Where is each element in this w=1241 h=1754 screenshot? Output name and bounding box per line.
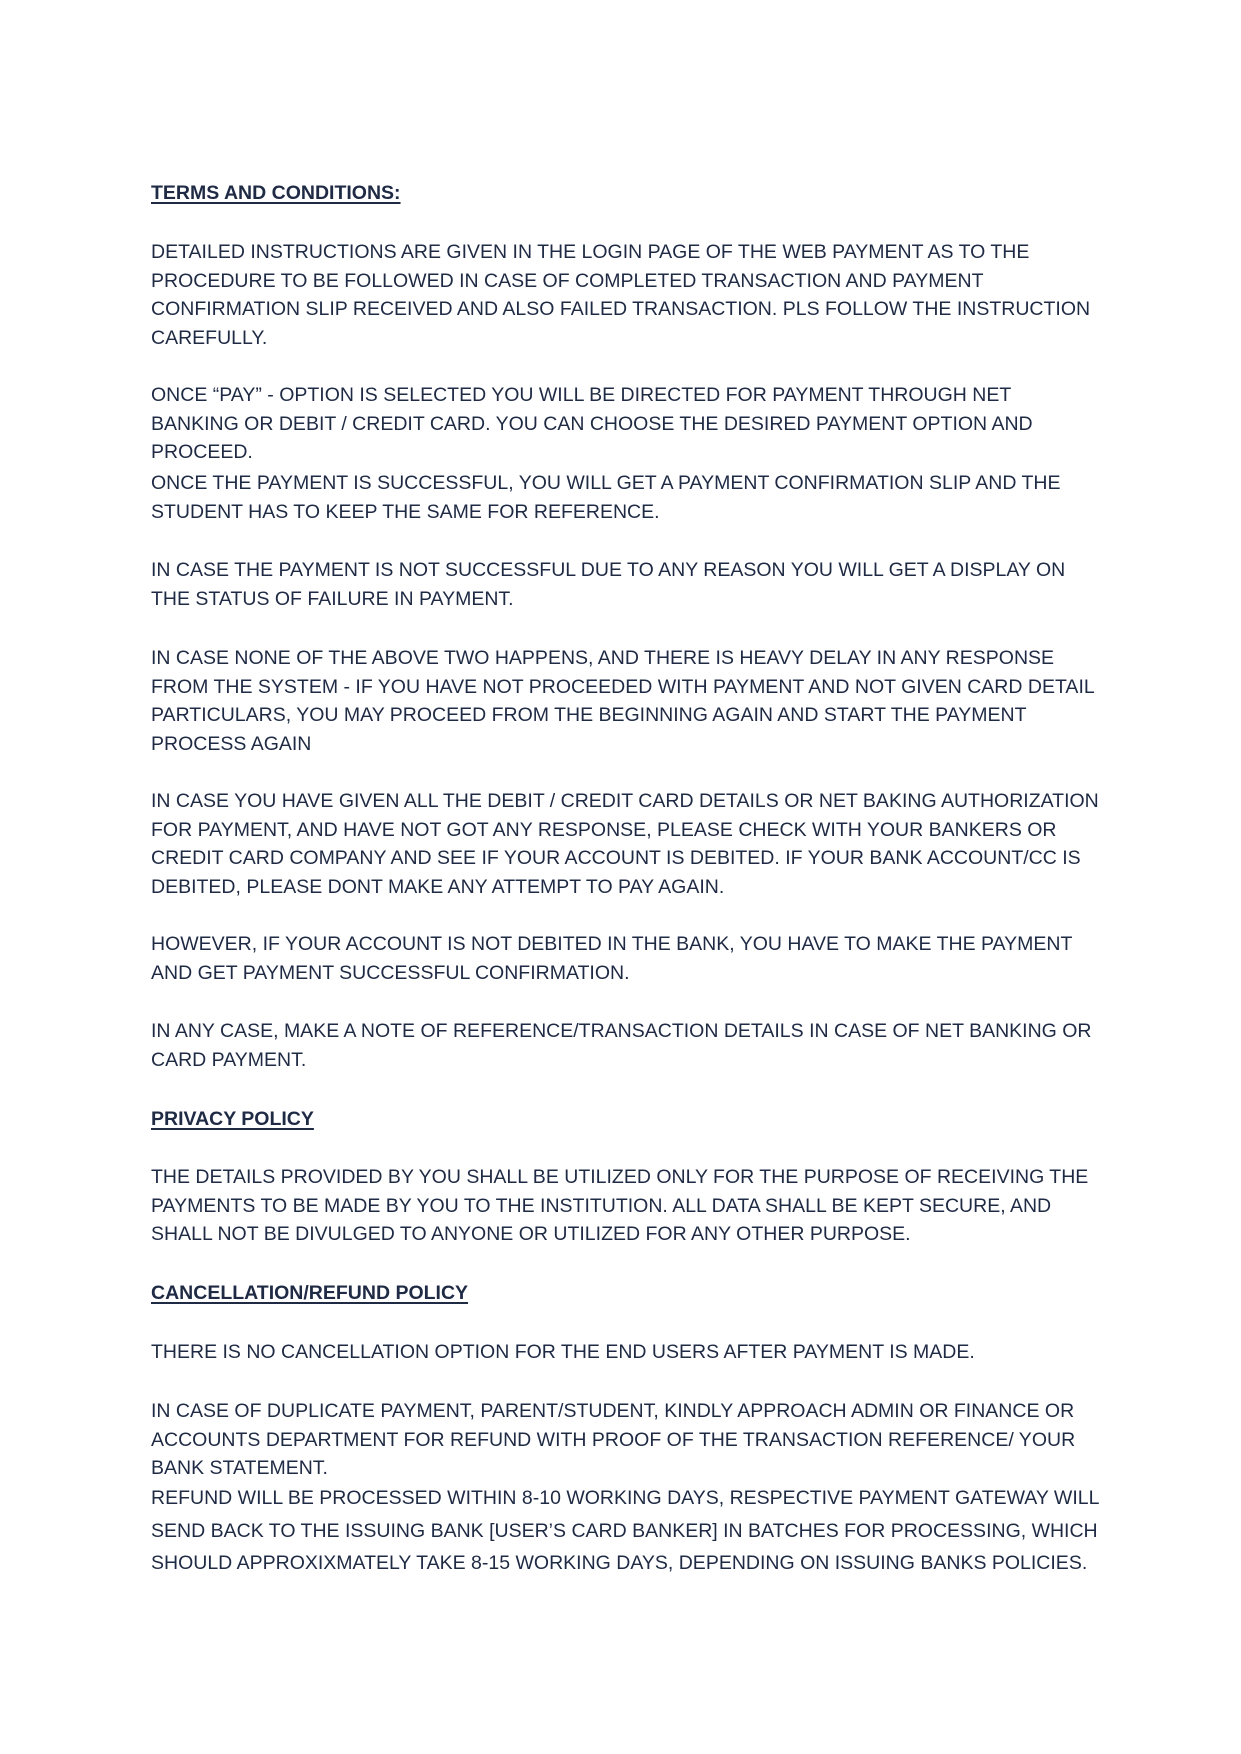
terms-paragraph-instructions: DETAILED INSTRUCTIONS ARE GIVEN IN THE LOGIN PAGE OF THE WEB PAYMENT AS TO THE PROCEDURE TO BE FOLLOWED IN CASE OF COMPLETED TRANSACTION AND PAYMENT CONFIRMATION SLIP RECEIVED AND ALSO FAILED TRANSACTION. PLS FOLLOW THE INSTRUCTION CAREFULLY. xyxy=(151,241,1091,349)
terms-paragraph-not-debited: HOWEVER, IF YOUR ACCOUNT IS NOT DEBITED IN THE BANK, YOU HAVE TO MAKE THE PAYMENT AND GET PAYMENT SUCCESSFUL CONFIRMATION. xyxy=(151,933,1073,984)
terms-paragraph-note-reference: IN ANY CASE, MAKE A NOTE OF REFERENCE/TRANSACTION DETAILS IN CASE OF NET BANKING OR CARD PAYMENT. xyxy=(151,1020,1092,1071)
terms-paragraph-not-successful: IN CASE THE PAYMENT IS NOT SUCCESSFUL DUE TO ANY REASON YOU WILL GET A DISPLAY ON THE STATUS OF FAILURE IN PAYMENT. xyxy=(151,559,1066,610)
refund-paragraph-duplicate-payment: IN CASE OF DUPLICATE PAYMENT, PARENT/STUDENT, KINDLY APPROACH ADMIN OR FINANCE OR ACCOUNTS DEPARTMENT FOR REFUND WITH PROOF OF THE TRANSACTION REFERENCE/ YOUR BANK STATEMENT. xyxy=(151,1400,1076,1479)
document-page xyxy=(151,0,1101,1754)
terms-paragraph-heavy-delay: IN CASE NONE OF THE ABOVE TWO HAPPENS, AND THERE IS HEAVY DELAY IN ANY RESPONSE FROM THE SYSTEM - IF YOU HAVE NOT PROCEEDED WITH PAYMENT AND NOT GIVEN CARD DETAIL PARTICULARS, YOU MAY PROCEED FROM THE BEGINNING AGAIN AND START THE PAYMENT PROCESS AGAIN xyxy=(151,647,1094,755)
refund-heading: CANCELLATION/REFUND POLICY xyxy=(151,1282,469,1304)
refund-paragraph-no-cancellation: THERE IS NO CANCELLATION OPTION FOR THE END USERS AFTER PAYMENT IS MADE. xyxy=(151,1341,975,1363)
privacy-heading: PRIVACY POLICY xyxy=(151,1108,314,1130)
terms-paragraph-successful: ONCE THE PAYMENT IS SUCCESSFUL, YOU WILL GET A PAYMENT CONFIRMATION SLIP AND THE STUDENT HAS TO KEEP THE SAME FOR REFERENCE. xyxy=(151,472,1061,523)
terms-paragraph-pay-option: ONCE “PAY” - OPTION IS SELECTED YOU WILL BE DIRECTED FOR PAYMENT THROUGH NET BANKING OR DEBIT / CREDIT CARD. YOU CAN CHOOSE THE DESIRED PAYMENT OPTION AND PROCEED. xyxy=(151,384,1033,463)
terms-paragraph-no-response: IN CASE YOU HAVE GIVEN ALL THE DEBIT / CREDIT CARD DETAILS OR NET BAKING AUTHORIZATION FOR PAYMENT, AND HAVE NOT GOT ANY RESPONSE, PLEASE CHECK WITH YOUR BANKERS OR CREDIT CARD COMPANY AND SEE IF YOUR ACCOUNT IS DEBITED. IF YOUR BANK ACCOUNT/CC IS DEBITED, PLEASE DONT MAKE ANY ATTEMPT TO PAY AGAIN. xyxy=(151,790,1099,898)
refund-paragraph-processing-time: REFUND WILL BE PROCESSED WITHIN 8-10 WORKING DAYS, RESPECTIVE PAYMENT GATEWAY WILL SEND BACK TO THE ISSUING BANK [USER’S CARD BANKER] IN BATCHES FOR PROCESSING, WHICH SHOULD APPROXIXMATELY TAKE 8-15 WORKING DAYS, DEPENDING ON ISSUING BANKS POLICIES. xyxy=(151,1487,1099,1574)
terms-heading: TERMS AND CONDITIONS: xyxy=(151,182,401,204)
privacy-paragraph: THE DETAILS PROVIDED BY YOU SHALL BE UTILIZED ONLY FOR THE PURPOSE OF RECEIVING THE PAYMENTS TO BE MADE BY YOU TO THE INSTITUTION. ALL DATA SHALL BE KEPT SECURE, AND SHALL NOT BE DIVULGED TO ANYONE OR UTILIZED FOR ANY OTHER PURPOSE. xyxy=(151,1166,1089,1245)
